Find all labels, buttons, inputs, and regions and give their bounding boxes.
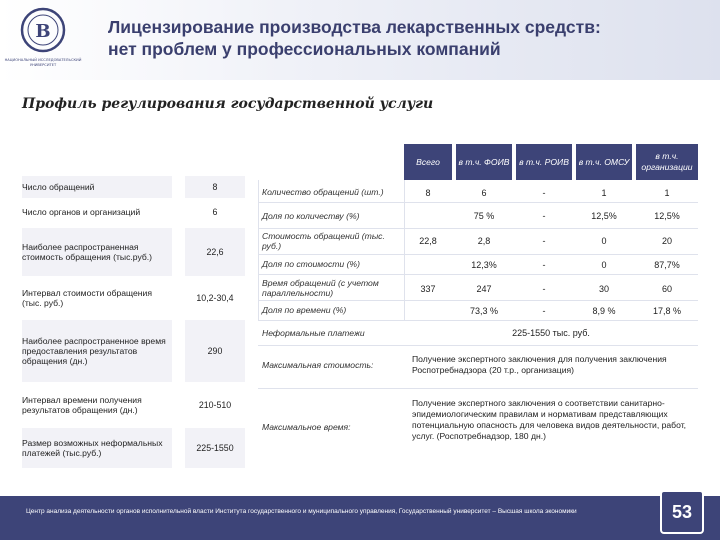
row-label: Интервал стоимости обращения (тыс. руб.) — [22, 278, 172, 318]
divider — [258, 254, 698, 255]
row-label-time: Время обращений (с учетом параллельности) — [262, 278, 379, 298]
row-label-cost: Стоимость обращений (тыс. руб.) — [262, 231, 385, 251]
divider — [258, 388, 698, 389]
divider — [258, 345, 698, 346]
total-cost: 22,8 — [419, 236, 437, 246]
max-cost-value: Получение экспертного заключения для получения заключения Роспотребнадзора (20 т.р., организация) — [412, 354, 667, 375]
divider — [258, 274, 698, 275]
table-row — [20, 200, 245, 224]
svg-text:УНИВЕРСИТЕТ: УНИВЕРСИТЕТ — [29, 63, 57, 67]
header-foiv: в т.ч. ФОИВ — [456, 144, 512, 180]
row-label: Интервал времени получения результатов обращения (дн.) — [22, 384, 172, 426]
share-time-omsu: 8,9 % — [592, 306, 616, 316]
table-row — [20, 176, 245, 198]
time-roiv: - — [542, 284, 546, 294]
divider — [258, 202, 698, 203]
divider — [404, 180, 405, 320]
table-row — [20, 320, 245, 382]
divider — [258, 180, 259, 320]
total-count: 8 — [425, 188, 431, 198]
cost-org: 20 — [661, 236, 672, 246]
row-label: Число обращений — [22, 176, 172, 198]
table-row — [20, 228, 245, 276]
header-organizations: в т.ч. организации — [636, 144, 698, 180]
informal-value: 225-1550 тыс. руб. — [512, 328, 590, 338]
table-row — [20, 384, 245, 426]
table-row — [20, 278, 245, 318]
footer-band — [0, 496, 720, 540]
share-time-foiv: 73,3 % — [469, 306, 499, 316]
row-value: 8 — [185, 176, 245, 198]
row-label: Наиболее распространенная стоимость обращения (тыс.руб.) — [22, 228, 172, 276]
share-cost-omsu: 0 — [601, 260, 607, 270]
header-omsu: в т.ч. ОМСУ — [576, 144, 632, 180]
share-count-org: 12,5% — [654, 211, 680, 221]
share-count-omsu: 12,5% — [591, 211, 617, 221]
max-time-value: Получение экспертного заключения о соответствии санитарно-эпидемиологическим правилам и нормативам представляющих потенциальную опасность для человека видов деятельности, работ, услуг. (Роспотребнадзор, 180 дн.) — [412, 398, 687, 441]
row-label-share-time: Доля по времени (%) — [262, 305, 347, 315]
share-cost-roiv: - — [542, 260, 546, 270]
row-value: 10,2-30,4 — [185, 278, 245, 318]
row-value: 6 — [185, 200, 245, 224]
cost-roiv: - — [542, 236, 546, 246]
footer-text: Центр анализа деятельности органов исполнительной власти Института государственного и муниципального управления, Государственный университет – Высшая школа экономики — [26, 508, 577, 515]
cost-foiv: 2,8 — [477, 236, 491, 246]
total-time: 337 — [420, 284, 436, 294]
time-omsu: 30 — [598, 284, 609, 294]
row-label: Число органов и организаций — [22, 200, 172, 224]
page-number: 53 — [660, 490, 704, 534]
row-label-share-count: Доля по количеству (%) — [262, 211, 360, 221]
share-count-foiv: 75 % — [473, 211, 495, 221]
divider — [258, 320, 698, 321]
divider — [258, 228, 698, 229]
svg-text:B: B — [35, 21, 51, 42]
table-row — [20, 428, 245, 468]
time-foiv: 247 — [476, 284, 492, 294]
share-cost-foiv: 12,3% — [471, 260, 497, 270]
informal-label: Неформальные платежи — [262, 328, 365, 338]
count-foiv: 6 — [481, 188, 487, 198]
count-roiv: - — [542, 188, 546, 198]
share-time-roiv: - — [542, 306, 546, 316]
max-cost-label: Максимальная стоимость: — [262, 360, 374, 370]
max-time-label: Максимальное время: — [262, 422, 351, 432]
row-value: 290 — [185, 320, 245, 382]
row-value: 225-1550 — [185, 428, 245, 468]
count-omsu: 1 — [601, 188, 607, 198]
page-title: Лицензирование производства лекарственных средств: нет проблем у профессиональных компаний — [108, 17, 601, 59]
section-subtitle: Профиль регулирования государственной услуги — [22, 96, 434, 112]
row-label: Наиболее распространенное время предоставления результатов обращения (дн.) — [22, 320, 172, 382]
row-value: 210-510 — [185, 384, 245, 426]
share-cost-org: 87,7% — [654, 260, 680, 270]
share-time-org: 17,8 % — [652, 306, 682, 316]
time-org: 60 — [661, 284, 672, 294]
row-label: Размер возможных неформальных платежей (тыс.руб.) — [22, 428, 172, 468]
header-total: Всего — [404, 144, 452, 180]
svg-text:НАЦИОНАЛЬНЫЙ ИССЛЕДОВАТЕЛЬСКИЙ: НАЦИОНАЛЬНЫЙ ИССЛЕДОВАТЕЛЬСКИЙ — [4, 58, 82, 62]
row-value: 22,6 — [185, 228, 245, 276]
row-label-count: Количество обращений (шт.) — [262, 187, 384, 197]
header-roiv: в т.ч. РОИВ — [516, 144, 572, 180]
university-logo-icon — [4, 6, 82, 72]
count-org: 1 — [664, 188, 670, 198]
row-label-share-cost: Доля по стоимости (%) — [262, 259, 360, 269]
divider — [258, 300, 698, 301]
cost-omsu: 0 — [601, 236, 607, 246]
share-count-roiv: - — [542, 211, 546, 221]
left-summary-table — [20, 176, 245, 478]
